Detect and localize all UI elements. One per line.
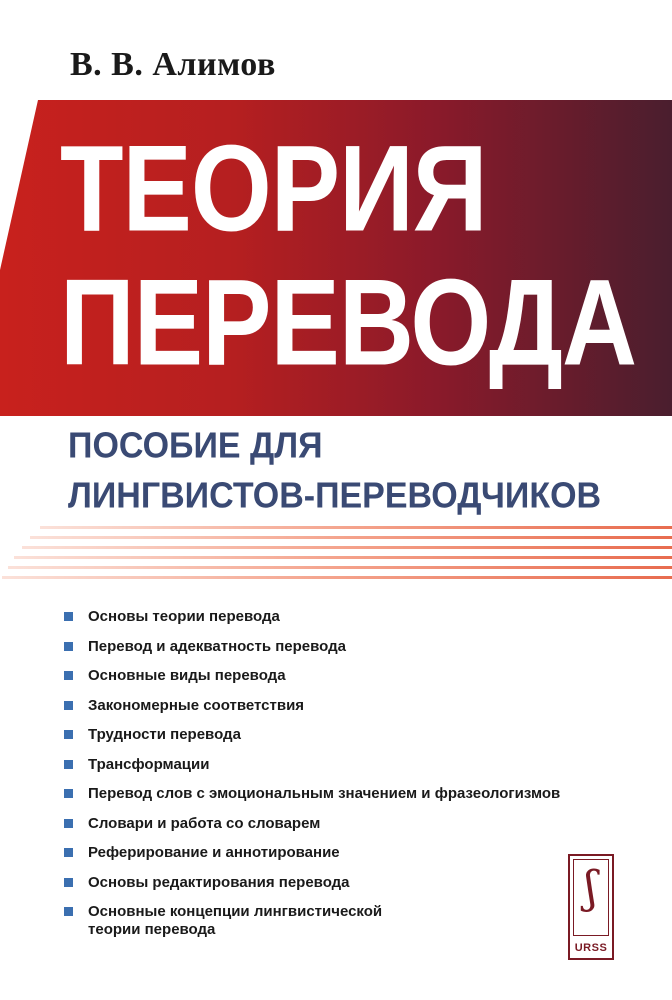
square-bullet-icon (64, 730, 73, 739)
square-bullet-icon (64, 760, 73, 769)
list-item (64, 785, 624, 815)
list-item-label: Трансформации (88, 755, 210, 773)
list-item (64, 903, 438, 947)
list-item (64, 726, 624, 756)
list-item-label: Основные концепции лингвистической теории перевода (88, 903, 383, 938)
square-bullet-icon (64, 671, 73, 680)
square-bullet-icon (64, 642, 73, 651)
square-bullet-icon (64, 878, 73, 887)
stripe (2, 576, 672, 579)
list-item-label: Перевод и адекватность перевода (88, 637, 346, 655)
square-bullet-icon (64, 907, 73, 916)
list-item (64, 874, 624, 904)
stripe (30, 536, 672, 539)
square-bullet-icon (64, 819, 73, 828)
title-line-2: ПЕРЕВОДА (60, 254, 637, 392)
list-item-label: Реферирование и аннотирование (88, 844, 340, 861)
list-item (64, 815, 624, 845)
list-item (64, 697, 624, 727)
author-name: В. В. Алимов (70, 46, 276, 83)
square-bullet-icon (64, 848, 73, 857)
title-line-1: ТЕОРИЯ (60, 120, 487, 258)
list-item (64, 756, 624, 786)
list-item-label: Основы редактирования перевода (88, 873, 350, 891)
contents-list (64, 608, 624, 947)
square-bullet-icon (64, 612, 73, 621)
list-item (64, 638, 624, 668)
list-item-label: Основы теории перевода (88, 608, 280, 625)
stripe (40, 526, 672, 529)
stripe (22, 546, 672, 549)
list-item (64, 844, 624, 874)
logo-symbol: ʃ (585, 862, 597, 913)
list-item-label: Перевод слов с эмоциональным значением и фразеологизмов (88, 785, 561, 802)
list-item-label: Закономерные соответствия (88, 696, 305, 714)
stripe (8, 566, 672, 569)
subtitle-line-1: ПОСОБИЕ ДЛЯ (68, 425, 323, 466)
square-bullet-icon (64, 789, 73, 798)
logo-text: URSS (574, 942, 608, 954)
list-item (64, 667, 624, 697)
list-item-label: Трудности перевода (88, 726, 241, 743)
square-bullet-icon (64, 701, 73, 710)
list-item-label: Основные виды перевода (88, 667, 286, 684)
subtitle-line-2: ЛИНГВИСТОВ-ПЕРЕВОДЧИКОВ (68, 475, 602, 516)
stripe (14, 556, 672, 559)
list-item-label: Словари и работа со словарем (88, 814, 321, 832)
list-item (64, 608, 624, 638)
publisher-logo-icon (568, 854, 614, 960)
